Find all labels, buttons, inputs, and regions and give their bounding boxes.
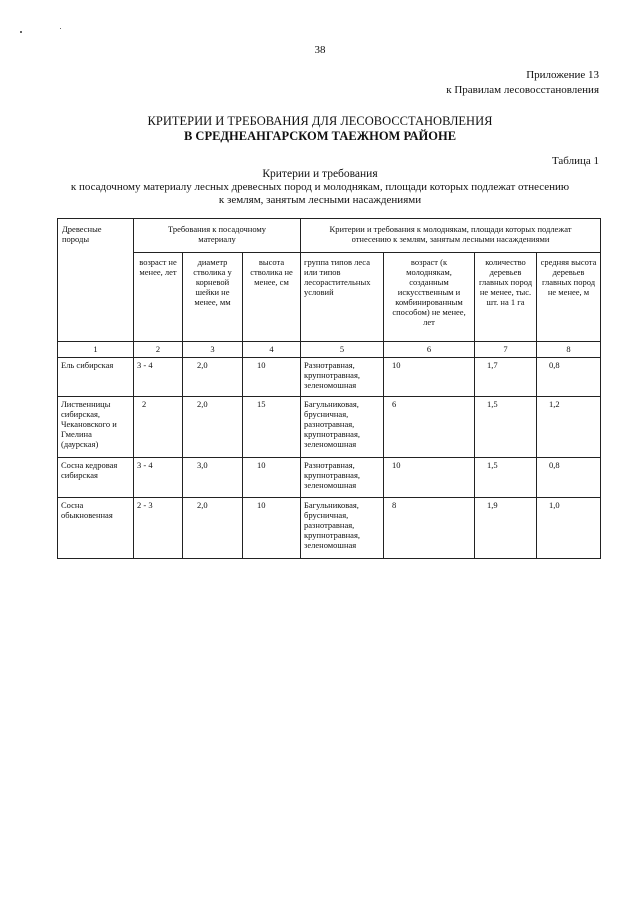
cell-young-age: 6 bbox=[384, 397, 475, 458]
cell-young-age: 10 bbox=[384, 358, 475, 397]
cell-species: Сосна обыкновенная bbox=[58, 498, 134, 559]
cell-age: 3 - 4 bbox=[134, 458, 183, 498]
cell-diameter: 3,0 bbox=[183, 458, 243, 498]
cell-forest-type: Багульниковая, брусничная, разнотравная, крупнотравная, зеленомошная bbox=[301, 397, 384, 458]
scan-speck bbox=[20, 31, 22, 33]
column-number: 1 bbox=[58, 342, 134, 358]
cell-height: 10 bbox=[243, 358, 301, 397]
table-row bbox=[58, 458, 601, 498]
table-row bbox=[58, 498, 601, 559]
document-heading bbox=[0, 114, 640, 144]
cell-species: Лиственницы сибирская, Чекановского и Гмелина (даурская) bbox=[58, 397, 134, 458]
cell-height: 10 bbox=[243, 458, 301, 498]
cell-young-age: 8 bbox=[384, 498, 475, 559]
scan-speck bbox=[60, 28, 61, 29]
column-number: 5 bbox=[301, 342, 384, 358]
cell-diameter: 2,0 bbox=[183, 397, 243, 458]
heading-line-2: В СРЕДНЕАНГАРСКОМ ТАЕЖНОМ РАЙОНЕ bbox=[183, 129, 457, 143]
caption-line-3: к землям, занятым лесными насаждениями bbox=[218, 194, 422, 206]
header-species: Древесные породы bbox=[58, 219, 134, 342]
table-caption bbox=[40, 168, 600, 207]
header-planting-material: Требования к посадочному материалу bbox=[134, 219, 301, 253]
cell-count: 1,9 bbox=[475, 498, 537, 559]
column-number: 2 bbox=[134, 342, 183, 358]
table-row bbox=[58, 397, 601, 458]
cell-young-age: 10 bbox=[384, 458, 475, 498]
page-number: 38 bbox=[314, 44, 326, 56]
header-col5: группа типов леса или типов лесорастительных условий bbox=[301, 253, 384, 342]
cell-forest-type: Разнотравная, крупнотравная, зеленомошная bbox=[301, 458, 384, 498]
header-col3: диаметр стволика у корневой шейки не менее, мм bbox=[183, 253, 243, 342]
cell-age: 3 - 4 bbox=[134, 358, 183, 397]
caption-line-1: Критерии и требования bbox=[262, 168, 378, 180]
cell-diameter: 2,0 bbox=[183, 498, 243, 559]
cell-avg-height: 0,8 bbox=[537, 358, 601, 397]
column-number: 6 bbox=[384, 342, 475, 358]
appendix-note bbox=[446, 68, 599, 98]
header-col4: высота стволика не менее, см bbox=[243, 253, 301, 342]
cell-age: 2 bbox=[134, 397, 183, 458]
cell-diameter: 2,0 bbox=[183, 358, 243, 397]
cell-count: 1,7 bbox=[475, 358, 537, 397]
heading-line-1: КРИТЕРИИ И ТРЕБОВАНИЯ ДЛЯ ЛЕСОВОССТАНОВЛЕНИЯ bbox=[147, 114, 493, 128]
cell-forest-type: Багульниковая, брусничная, разнотравная, крупнотравная, зеленомошная bbox=[301, 498, 384, 559]
criteria-table bbox=[57, 218, 601, 559]
header-col8: средняя высота деревьев главных пород не менее, м bbox=[537, 253, 601, 342]
cell-species: Ель сибирская bbox=[58, 358, 134, 397]
table-subheader-row bbox=[58, 253, 601, 342]
column-number: 4 bbox=[243, 342, 301, 358]
table-label: Таблица 1 bbox=[551, 155, 599, 167]
column-numbers-row bbox=[58, 342, 601, 358]
cell-avg-height: 1,2 bbox=[537, 397, 601, 458]
cell-height: 15 bbox=[243, 397, 301, 458]
cell-age: 2 - 3 bbox=[134, 498, 183, 559]
column-number: 3 bbox=[183, 342, 243, 358]
cell-species: Сосна кедровая сибирская bbox=[58, 458, 134, 498]
cell-avg-height: 1,0 bbox=[537, 498, 601, 559]
cell-count: 1,5 bbox=[475, 458, 537, 498]
cell-count: 1,5 bbox=[475, 397, 537, 458]
header-col2: возраст не менее, лет bbox=[134, 253, 183, 342]
appendix-line-2: к Правилам лесовосстановления bbox=[446, 84, 599, 96]
table-row bbox=[58, 358, 601, 397]
column-number: 8 bbox=[537, 342, 601, 358]
cell-avg-height: 0,8 bbox=[537, 458, 601, 498]
header-young-stands: Критерии и требования к молоднякам, площади которых подлежат отнесению к землям, занятым лесными насаждениями bbox=[301, 219, 601, 253]
cell-height: 10 bbox=[243, 498, 301, 559]
caption-line-2: к посадочному материалу лесных древесных пород и молоднякам, площади которых подлежат отнесению bbox=[70, 181, 570, 193]
column-number: 7 bbox=[475, 342, 537, 358]
header-col7: количество деревьев главных пород не менее, тыс. шт. на 1 га bbox=[475, 253, 537, 342]
cell-forest-type: Разнотравная, крупнотравная, зеленомошная bbox=[301, 358, 384, 397]
appendix-line-1: Приложение 13 bbox=[526, 69, 599, 81]
header-col6: возраст (к молоднякам, созданным искусственным и комбинированным способом) не менее, лет bbox=[384, 253, 475, 342]
table-header-row bbox=[58, 219, 601, 253]
